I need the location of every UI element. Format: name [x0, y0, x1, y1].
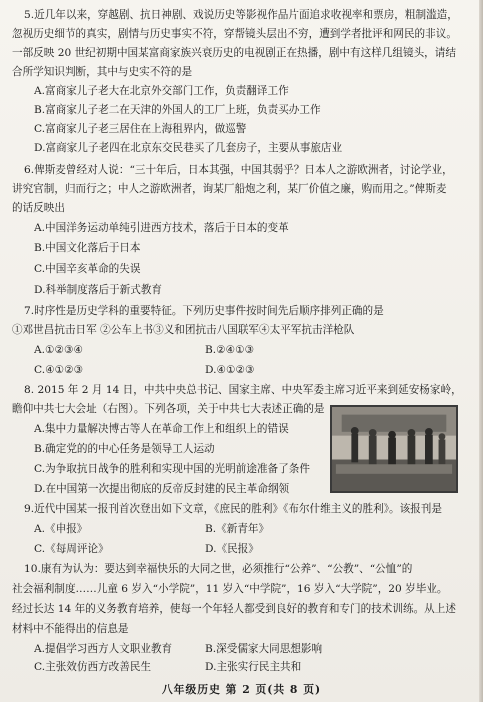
q8-option-c: C.为争取抗日战争的胜利和实现中国的光明前途准备了条件: [34, 463, 310, 475]
q9-option-a: A.《申报》: [34, 523, 88, 535]
q7-option-a: A.①②③④: [34, 344, 84, 356]
q8-option-a: A.集中力量解决博古等人在革命工作上和组织上的错误: [34, 423, 289, 435]
q9-option-b: B.《新青年》: [205, 523, 270, 535]
q7-stem-line-2: ①邓世昌抗击日军 ②公车上书③义和团抗击八国联军④太平军抗击洋枪队: [12, 324, 355, 336]
q6-stem-line-3: 的话反映出: [12, 202, 65, 214]
q7-option-b: B.②④①③: [205, 344, 255, 356]
q5-stem-line-4: 合所学知识判断，其中与史实不符的是: [12, 66, 193, 78]
congress-site-photo: [330, 405, 458, 493]
q7-option-d: D.④①②③: [205, 364, 255, 376]
q7-stem-line-1: 7.时序性是历史学科的重要特征。下列历史事件按时间先后顺序排列正确的是: [24, 305, 384, 317]
q5-stem-line-3: 一部反映 20 世纪初期中国某富商家族兴衰历史的电视剧正在热播，剧中有这样几组镜头，请结: [12, 47, 456, 59]
q10-stem-line-1: 10.康有为认为：要达到幸福快乐的大同之世，必须推行“公养”、“公教”、“公恤”的: [24, 563, 413, 575]
q5-option-c: C.富商家儿子老三居住在上海租界内，做巡警: [34, 123, 247, 135]
scan-edge: [479, 0, 483, 702]
q8-stem-line-2: 瞻仰中共七大会址（右图）。下列各项，关于中共七大表述正确的是: [12, 403, 325, 415]
q9-option-c: C.《每周评论》: [34, 543, 109, 555]
q9-stem-line-1: 9.近代中国某一报刊首次登出如下文章，《庶民的胜利》《布尔什维主义的胜利》。该报刊是: [24, 503, 442, 515]
q10-stem-line-2: 社会福利制度……儿童 6 岁入“小学院”，11 岁入“中学院”，16 岁入“大学院”，20 岁毕业。: [12, 583, 448, 595]
page-footer: 八年级历史 第 2 页(共 8 页): [161, 683, 322, 696]
q5-stem-line-2: 忽视历史细节的真实，剧情与历史事实不符，穿帮镜头层出不穷，遭到学者批评和网民的非议。: [12, 28, 457, 40]
q5-option-d: D.富商家儿子老四在北京东交民巷买了几套房子，主要从事旅店业: [34, 142, 343, 154]
q8-option-d: D.在中国第一次提出彻底的反帝反封建的民主革命纲领: [34, 483, 290, 495]
q10-stem-line-3: 经过长达 14 年的义务教育培养，使每一个年轻人都受到良好的教育和专门的技术训练。从上述: [12, 603, 456, 615]
q5-stem-line-1: 5.近几年以来，穿越剧、抗日神剧、戏说历史等影视作品片面追求收视率和票房，粗制滥造，: [24, 9, 458, 21]
q6-option-a: A.中国洋务运动单纯引进西方技术，落后于日本的变革: [34, 222, 289, 234]
q10-option-d: D.主张实行民主共和: [205, 661, 302, 673]
q10-stem-line-4: 材料中不能得出的信息是: [12, 623, 129, 635]
q8-option-b: B.确定党的的中心任务是领导工人运动: [34, 443, 215, 455]
q5-option-a: A.富商家儿子老大在北京外交部门工作，负责翻译工作: [34, 85, 289, 97]
q8-stem-line-1: 8. 2015 年 2 月 14 日，中共中央总书记、国家主席、中央军委主席习近平来到延安杨家岭，: [24, 384, 462, 396]
q5-option-b: B.富商家儿子老二在天津的外国人的工厂上班，负责买办工作: [34, 104, 321, 116]
q6-option-b: B.中国文化落后于日本: [34, 242, 141, 254]
q10-option-a: A.提倡学习西方人文职业教育: [34, 643, 173, 655]
q10-option-b: B.深受儒家大同思想影响: [205, 643, 323, 655]
q6-option-d: D.科举制度落后于新式教育: [34, 284, 163, 296]
q10-option-c: C.主张效仿西方改善民生: [34, 661, 152, 673]
q6-stem-line-2: 讲究官制，归而行之；中人之游欧洲者，询某厂船炮之利，某厂价值之廉，购而用之。”俾斯麦: [12, 183, 447, 195]
q6-stem-line-1: 6.俾斯麦曾经对人说：“三十年后，日本其强，中国其弱乎？日本人之游欧洲者，讨论学业，: [24, 164, 453, 176]
q6-option-c: C.中国辛亥革命的失误: [34, 263, 141, 275]
q9-option-d: D.《民报》: [205, 543, 259, 555]
q7-option-c: C.④①②③: [34, 364, 84, 376]
